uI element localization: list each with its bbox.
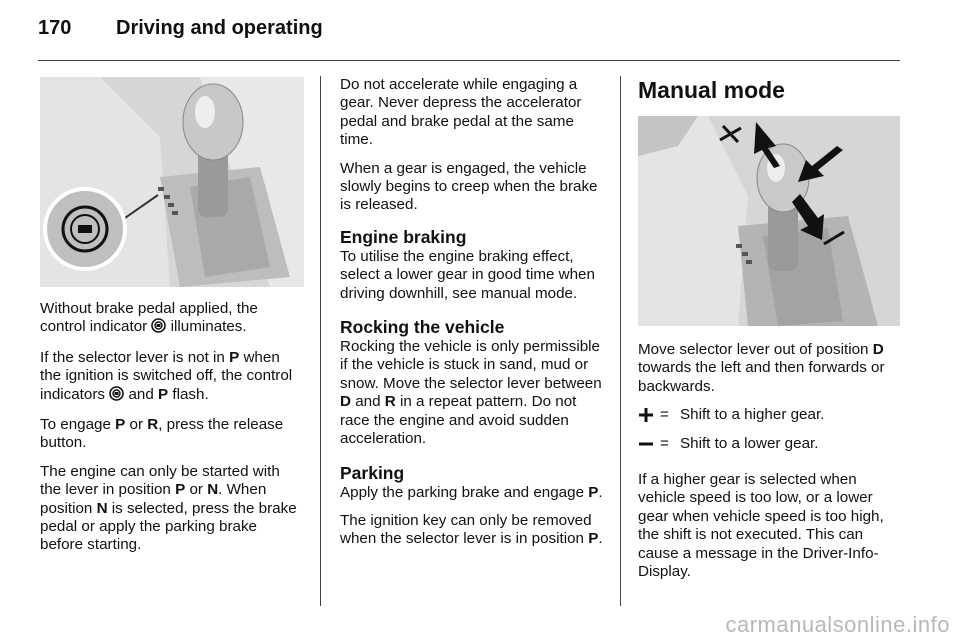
col2-paragraph-4: Rocking the vehicle is only permissible if the vehicle is stuck in sand, mud or snow. Move the selector lever between D and R in a repeat pattern. Do not race the engine and avoid sudden acceleration.	[340, 338, 602, 448]
col3-paragraph-1: Move selector lever out of position D towards the left and then forwards or backwards.	[638, 341, 885, 395]
col2-paragraph-3: To utilise the engine braking effect, select a lower gear in good time when driving downhill, see manual mode.	[340, 247, 595, 302]
watermark: carmanualsonline.info	[725, 612, 950, 637]
plus-icon	[638, 407, 660, 423]
definition-lower-gear: = Shift to a lower gear.	[638, 435, 902, 453]
header-rule	[38, 60, 900, 61]
heading-parking: Parking	[340, 462, 405, 483]
brake-indicator-icon	[151, 318, 166, 338]
brake-indicator-icon	[109, 386, 124, 406]
heading-rocking-the-vehicle: Rocking the vehicle	[340, 317, 505, 338]
col2-paragraph-1: Do not accelerate while engaging a gear. Never depress the accelerator pedal and brake pedal at the same time.	[340, 76, 582, 149]
column-divider-1	[320, 76, 321, 606]
column-2	[340, 76, 604, 559]
page-header	[38, 17, 323, 40]
col3-paragraph-2: If a higher gear is selected when vehicle speed is too low, or a lower gear when vehicle speed is too high, the shift is not executed. This can cause a message in the Driver-Info-Display.	[638, 471, 884, 581]
col1-paragraph-3: To engage P or R, press the release button.	[40, 416, 284, 452]
manual-mode-illustration	[638, 116, 900, 326]
heading-manual-mode: Manual mode	[638, 77, 785, 103]
heading-engine-braking: Engine braking	[340, 226, 467, 247]
col1-paragraph-2: If the selector lever is not in P when the ignition is switched off, the control indicators and P flash.	[40, 349, 304, 406]
column-1	[40, 77, 304, 565]
definition-text: Shift to a higher gear.	[680, 406, 825, 424]
col2-paragraph-6: The ignition key can only be removed when the selector lever is in position P.	[340, 511, 603, 548]
definition-text: Shift to a lower gear.	[680, 434, 819, 452]
col1-paragraph-4: The engine can only be started with the lever in position P or N. When position N is selected, press the brake pedal or apply the parking brake before starting.	[40, 462, 297, 554]
col2-paragraph-5: Apply the parking brake and engage P.	[340, 483, 603, 501]
page-number: 170	[38, 17, 72, 39]
page-title: Driving and operating	[116, 17, 323, 39]
definition-higher-gear: = Shift to a higher gear.	[638, 406, 902, 424]
column-3	[638, 76, 902, 591]
column-divider-2	[620, 76, 621, 606]
gear-lever-illustration	[40, 77, 304, 287]
col2-paragraph-2: When a gear is engaged, the vehicle slowly begins to creep when the brake is released.	[340, 159, 598, 214]
col1-paragraph-1: Without brake pedal applied, the control indicator illuminates.	[40, 300, 304, 339]
minus-icon	[638, 436, 660, 452]
